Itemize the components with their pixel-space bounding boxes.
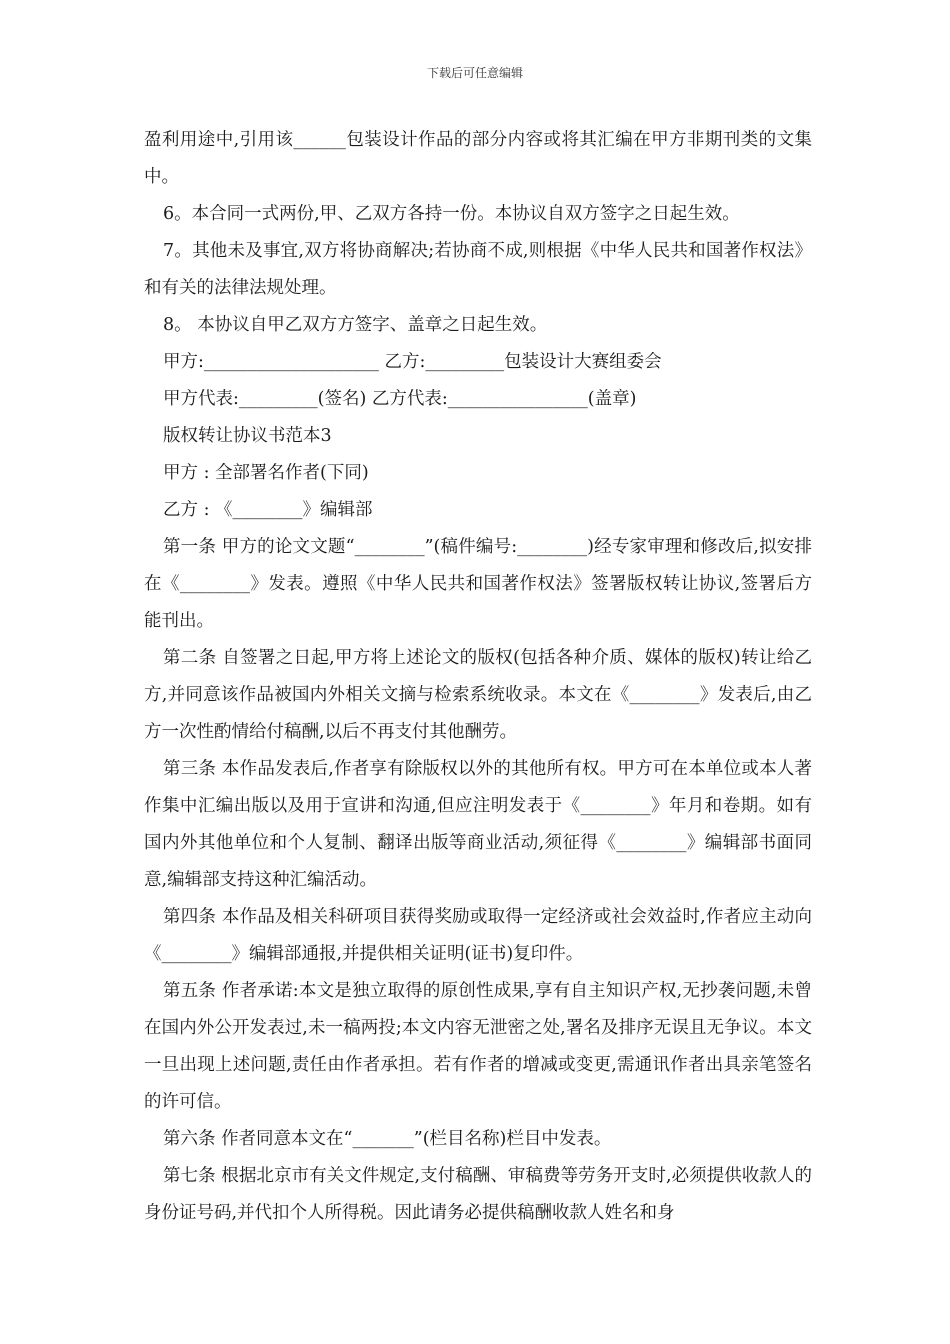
section-title: 版权转让协议书范本3 [163,426,332,446]
paragraph-continuation: 盈利用途中,引用该______包装设计作品的部分内容或将其汇编在甲方非期刊类的文集中。 [144,130,812,187]
article-5: 第五条 作者承诺:本文是独立取得的原创性成果,享有自主知识产权,无抄袭问题,未曾在国内外公开发表过,未一稿两投;本文内容无泄密之处,署名及排序无误且无争议。本文一旦出现上述问题,责任由作者承担。若有作者的增减或变更,需通讯作者出具亲笔签名的许可信。 [144,981,812,1112]
article-4: 第四条 本作品及相关科研项目获得奖励或取得一定经济或社会效益时,作者应主动向《________》编辑部通报,并提供相关证明(证书)复印件。 [144,907,812,964]
signature-representatives-line: 甲方代表:_________(签名) 乙方代表:________________(盖章) [163,389,637,409]
page-header: 下载后可任意编辑 [426,66,523,80]
party-a-line: 甲方 : 全部署名作者(下同) [163,463,369,483]
article-2: 第二条 自签署之日起,甲方将上述论文的版权(包括各种介质、媒体的版权)转让给乙方,并同意该作品被国内外相关文摘与检索系统收录。本文在《________》发表后,由乙方一次性酌情给付稿酬,以后不再支付其他酬劳。 [144,648,812,742]
article-3: 第三条 本作品发表后,作者享有除版权以外的其他所有权。甲方可在本单位或本人著作集中汇编出版以及用于宣讲和沟通,但应注明发表于《________》年月和卷期。如有国内外其他单位和个人复制、翻译出版等商业活动,须征得《________》编辑部书面同意,编辑部支持这种汇编活动。 [144,759,812,890]
clause-7: 7。其他未及事宜,双方将协商解决;若协商不成,则根据《中华人民共和国著作权法》和有关的法律法规处理。 [144,241,812,298]
article-7: 第七条 根据北京市有关文件规定,支付稿酬、审稿费等劳务开支时,必须提供收款人的身份证号码,并代扣个人所得税。因此请务必提供稿酬收款人姓名和身 [144,1166,812,1223]
article-1: 第一条 甲方的论文文题“________”(稿件编号:________)经专家审理和修改后,拟安排在《________》发表。遵照《中华人民共和国著作权法》签署版权转让协议,签署后方能刊出。 [144,537,812,631]
signature-parties-line: 甲方:____________________ 乙方:_________包装设计大赛组委会 [163,352,662,372]
clause-8: 8。 本协议自甲乙双方方签字、盖章之日起生效。 [163,315,548,335]
article-6: 第六条 作者同意本文在“_______”(栏目名称)栏目中发表。 [163,1129,612,1149]
party-b-line: 乙方 : 《________》编辑部 [163,500,373,520]
clause-6: 6。本合同一式两份,甲、乙双方各持一份。本协议自双方签字之日起生效。 [163,204,740,224]
document-body [144,122,812,1232]
